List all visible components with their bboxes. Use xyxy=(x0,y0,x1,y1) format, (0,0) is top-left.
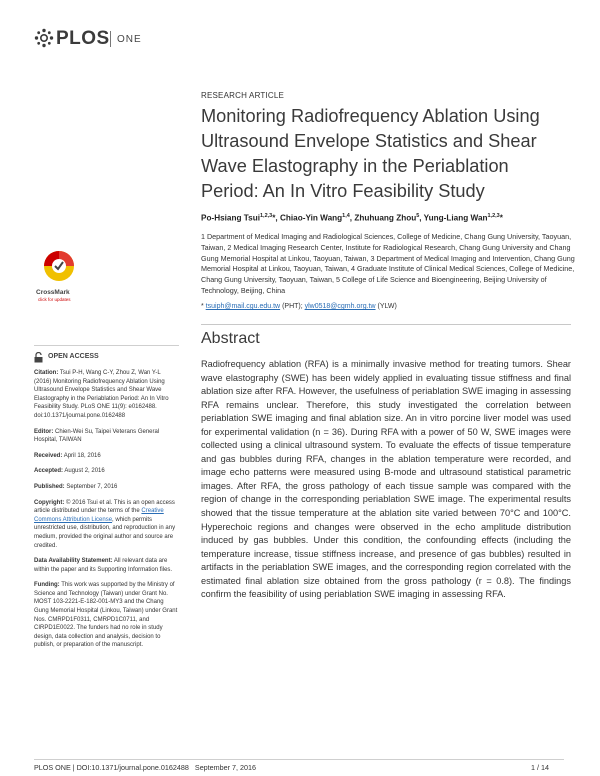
author-name[interactable]: Zhuhuang Zhou xyxy=(354,213,417,223)
published-date: September 7, 2016 xyxy=(66,483,118,490)
open-access-badge xyxy=(34,352,179,363)
published-label: Published: xyxy=(34,483,65,490)
open-lock-icon xyxy=(34,352,43,363)
footer-divider xyxy=(34,759,564,760)
author-affil-sup: 1,4 xyxy=(342,213,350,219)
data-availability-text: All relevant data are within the paper and its Supporting Information files. xyxy=(34,558,173,573)
funding xyxy=(34,581,179,650)
accepted-label: Accepted: xyxy=(34,468,64,475)
data-availability-label: Data Availability Statement: xyxy=(34,558,113,565)
copyright xyxy=(34,499,179,551)
corresponding-star: * xyxy=(201,303,204,310)
received-date: April 18, 2016 xyxy=(63,452,101,459)
copyright-text-end: , which permits unrestricted use, distribution, and reproduction in any medium, provided the original author and source are credited. xyxy=(34,516,176,549)
abstract-divider xyxy=(201,324,571,325)
crossmark-label: CrossMark xyxy=(36,289,70,296)
article-info-sidebar xyxy=(34,345,179,657)
funding-label: Funding: xyxy=(34,582,60,589)
editor-text: Chien-Wei Su, Taipei Veterans General Hospital, TAIWAN xyxy=(34,428,160,444)
abstract-heading: Abstract xyxy=(201,330,260,347)
editor-label: Editor: xyxy=(34,428,54,435)
email-link-tsui[interactable]: tsuiph@mail.cgu.edu.tw xyxy=(205,303,281,310)
accepted-date: August 2, 2016 xyxy=(64,468,105,475)
received-label: Received: xyxy=(34,452,63,459)
author-affil-sup: 1,2,3 xyxy=(487,213,500,219)
footer-citation: PLOS ONE | DOI:10.1371/journal.pone.0162488 September 7, 2016 xyxy=(34,763,257,772)
crossmark-badge[interactable] xyxy=(34,248,84,308)
article-title: Monitoring Radiofrequency Ablation Using Ultrasound Envelope Statistics and Shear Wave Elastography in the Periablation Period: An In Vitro Feasibility Study xyxy=(201,106,540,201)
email-link-wan[interactable]: ylw0518@cgmh.org.tw xyxy=(304,303,376,310)
email-owner-1: (PHT); xyxy=(282,303,303,310)
author-affil-sup: 5 xyxy=(416,213,420,219)
sidebar-divider xyxy=(34,345,179,346)
corresponding-mark: * xyxy=(499,213,503,223)
open-access-label: OPEN ACCESS xyxy=(48,353,99,361)
crossmark-sublabel: click for updates xyxy=(38,297,71,302)
editor xyxy=(34,428,179,445)
citation-label: Citation: xyxy=(34,370,59,376)
plos-wheel-icon xyxy=(34,28,54,48)
plos-one-logo[interactable] xyxy=(34,26,174,52)
citation xyxy=(34,369,179,421)
article-type: RESEARCH ARTICLE xyxy=(201,91,285,100)
crossmark-icon xyxy=(41,248,77,288)
funding-text: This work was supported by the Ministry of Science and Technology (Taiwan) under Grant No. MOST 103-2221-E-182-001-MY3 and the Chang Gung Memorial Hospital (Linkou, Taiwan) under Grant Nos. CMRPD1F0311, CMRPD1C0711, and CIRPD1E0022. The funders had no role in study design, data collection and analysis, decision to publish, or preparation of the manuscript. xyxy=(34,582,178,649)
logo-brand: PLOS xyxy=(56,28,110,49)
abstract-text: Radiofrequency ablation (RFA) is a minimally invasive method for treating tumors. Shear wave elastography (SWE) has been widely applied in evaluating tissue stiffness and final ablation size after RFA. However, the usefulness of periablation SWE imaging in assessing RFA remains unclear. Therefore, this study investigated the correlation between periablation SWE imaging and final ablation size. An in vitro porcine liver model was used for experimental validation (n = 36). During RFA with a power of 50 W, SWE images were collected using a clinical ultrasound system. To evaluate the effects of tissue temperature and gas bubbles during RFA, changes in the ablation temperature were recorded, and image echo patterns were measured using B-mode and ultrasound statistical parametric images. After RFA, the gross pathology of each tissue sample was compared with the region of change in the corresponding periablation SWE image. The experimental results showed that the tissue temperature at the ablation site varied between 70°C and 100°C. Hyperechoic regions and changes were observed in the echo amplitude distribution induced by gas bubbles. Under this condition, the confounding effects (including the temperature increase, tissue stiffness increase, and presence of gas bubbles) resulted in artifacts in the periablation SWE images, and the corresponding region correlated with the estimated final ablation size obtained from the gross pathology (r = 0.8). The findings confirm the feasibility of using periablation SWE imaging in assessing RFA. xyxy=(201,359,571,600)
logo-journal: ONE xyxy=(117,34,142,45)
page-number: 1 / 14 xyxy=(531,763,549,772)
accepted xyxy=(34,467,179,476)
author-name[interactable]: Po-Hsiang Tsui xyxy=(201,213,260,223)
email-owner-2: (YLW) xyxy=(377,303,397,310)
published xyxy=(34,483,179,492)
logo-divider xyxy=(110,31,111,47)
author-name[interactable]: Chiao-Yin Wang xyxy=(279,213,343,223)
affiliations: 1 Department of Medical Imaging and Radiological Sciences, College of Medicine, Chang Gung University, Taoyuan, Taiwan, 2 Medical Imaging Research Center, Institute for Radiological Research, Chang Gung University and Chang Gung Memorial Hospital at Linkou, Taoyuan, Taiwan, 3 Department of Medical Imaging and Intervention, Chang Gung Memorial Hospital at Linkou, Taoyuan, Taiwan, 4 Graduate Institute of Clinical Medical Sciences, College of Medicine, Chang Gung University, Taoyuan, Taiwan, 5 College of Life Science and Bioengineering, Beijing University of Technology, Beijing, China xyxy=(201,232,575,295)
copyright-label: Copyright: xyxy=(34,499,65,506)
received xyxy=(34,452,179,461)
author-affil-sup: 1,2,3 xyxy=(259,213,273,219)
citation-text: Tsui P-H, Wang C-Y, Zhou Z, Wan Y-L (2016) Monitoring Radiofrequency Ablation Using Ultrasound Envelope Statistics and Shear Wave Elastography in the Periablation Period: An In Vitro Feasibility Study. PLoS ONE 11(9): e0162488. doi:10.1371/journal.pone.0162488 xyxy=(34,370,169,419)
data-availability xyxy=(34,557,179,574)
copyright-text: © 2016 Tsui et al. This is an open access article distributed under the terms of the xyxy=(34,499,175,515)
author-name[interactable]: Yung-Liang Wan xyxy=(423,213,488,223)
corresponding-mark: * xyxy=(272,213,276,223)
correspondence xyxy=(201,303,576,310)
author-list: Po-Hsiang Tsui$^{1,2,3}$*, Chiao-Yin Wang$^{1,4}$, Zhuhuang Zhou$^5$, Yung-Liang Wan$^{1,2,3}$* xyxy=(201,213,503,223)
license-link[interactable]: Creative Commons Attribution License xyxy=(34,508,164,523)
